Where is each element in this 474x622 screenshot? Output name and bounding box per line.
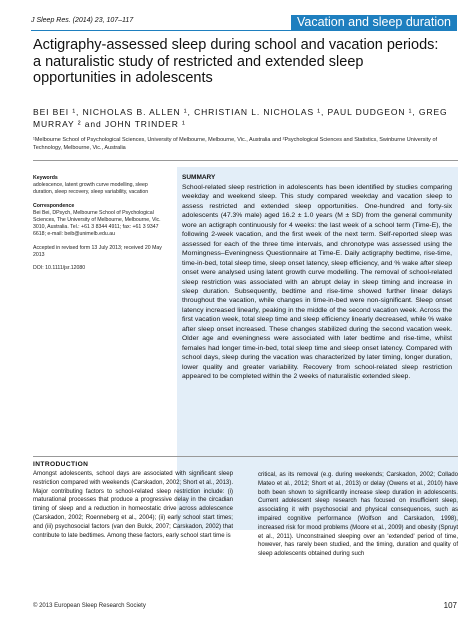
- intro-divider: [33, 456, 458, 457]
- article-sidebar: [33, 175, 168, 278]
- section-divider: [33, 160, 458, 161]
- affiliations: ¹Melbourne School of Psychological Sciences, University of Melbourne, Melbourne, Vic., Australia and ²Psychological Sciences and Statistics, Swinburne University of Technology, Melbourne, Vic., Australia: [33, 137, 438, 151]
- correspondence-label: Correspondence: [33, 202, 75, 209]
- body-column-left: Amongst adolescents, school days are associated with significant sleep restriction compared with weekends (Carskadon, 2002; Short et al., 2013). Major contributing factors to school-related sleep restriction include: (i) maturational processes that produce a progressive delay in the circadian timing of sleep and a reduction in homeostatic drive across adolescence (Carskadon, 2002; Roenneberg et al., 2004); (ii) early school start times; and (iii) psychosocial factors (van den Bulck, 2007; Carskadon, 2002) that contribute to late bedtimes. Among these factors, early school start time is: [33, 471, 233, 539]
- author-list: BEI BEI ¹, NICHOLAS B. ALLEN ¹, CHRISTIAN L. NICHOLAS ¹, PAUL DUDGEON ¹, GREG MURRAY ² and JOHN TRINDER ¹: [33, 107, 448, 129]
- doi: DOI: 10.1111/jsr.12080: [33, 265, 86, 272]
- journal-reference: J Sleep Res. (2014) 23, 107–117: [31, 17, 134, 24]
- body-column-right: critical, as its removal (e.g. during weekends; Carskadon, 2002; Collado Mateo et al., 2012; Short et al., 2013) or delay (Owens et al., 2010) have both been shown to significantly increase sleep duration in adolescents. Current adolescent sleep research has focused on insufficient sleep, associating it with psychosocial and physical consequences, such as impaired cognitive performance (Wolfson and Carskadon, 1998), increased risk for mood problems (Moore et al., 2009) and obesity (Spruyt et al., 2011). Unconstrained sleeping over an 'extended' period of time, however, has rarely been studied, and the timing, duration and quality of sleep adolescents obtained during such: [258, 472, 458, 558]
- keywords-label: Keywords: [33, 175, 58, 181]
- correspondence-text: Bei Bei, DPsych, Melbourne School of Psychological Sciences, The University of Melbourne, Melbourne, Vic. 3010, Australia. Tel.: +61 3 8344 4911; fax: +61 3 9347 6618; e-mail: beib@unimelb.edu.au: [33, 209, 161, 238]
- summary-text: School-related sleep restriction in adolescents has been identified by studies comparing weekday and weekend sleep. This study compared weekday and vacation sleep to assess restricted and extended sleep opportunities. One-hundred and forty-six adolescents (47.3% male) aged 16.2 ± 1.0 years (M ± SD) from the general community wore an actigraph continuously for 4 weeks: the last week of a school term (Time-E), the following 2-week vacation, and the first week of the next term. Self-reported sleep was assessed for each of the three time intervals, and chronotype was assessed using the Morningness–Eveningness Questionnaire at Time-E. Daily actigraphy bedtime, rise-time, time-in-bed, total sleep time, sleep onset latency, sleep efficiency, and % wake after sleep onset were analysed using latent growth curve modelling. The removal of school-related sleep restriction was associated with an abrupt delay in sleep timing and increase in sleep duration. Subsequently, bedtime and rise-time showed further linear delays throughout the vacation, while changes in time-in-bed were non-significant. Sleep onset latency increased linearly, peaking in the middle of the second vacation week. Across the first vacation week, total sleep time and sleep efficiency linearly decreased, while % wake after sleep onset increased. These changes stabilized during the second vacation week. Older age and eveningness were associated with later bedtime and rise-time, whilst females had longer time-in-bed, total sleep time and sleep onset latency. Compared with school days, sleep during the vacation was characterized by later timing, longer duration, lower quality and greater variability. Recovery from school-related sleep restriction appeared to be completed within the 2 weeks of naturalistic extended sleep.: [182, 184, 452, 381]
- keywords-text: adolescence, latent growth curve modelling, sleep duration, sleep recovery, sleep variability, vacation: [33, 182, 149, 196]
- page-number: 107: [443, 601, 457, 610]
- article-title: Actigraphy-assessed sleep during school and vacation periods: a naturalistic study of restricted and extended sleep opportunities in adolescents: [33, 37, 439, 86]
- summary-heading: SUMMARY: [182, 174, 216, 181]
- page-header: [31, 15, 457, 31]
- introduction-heading: INTRODUCTION: [33, 461, 89, 468]
- copyright-notice: © 2013 European Sleep Research Society: [33, 603, 146, 609]
- accepted-date: Accepted in revised form 13 July 2013; received 20 May 2013: [33, 244, 162, 258]
- running-head: Vacation and sleep duration: [291, 15, 457, 30]
